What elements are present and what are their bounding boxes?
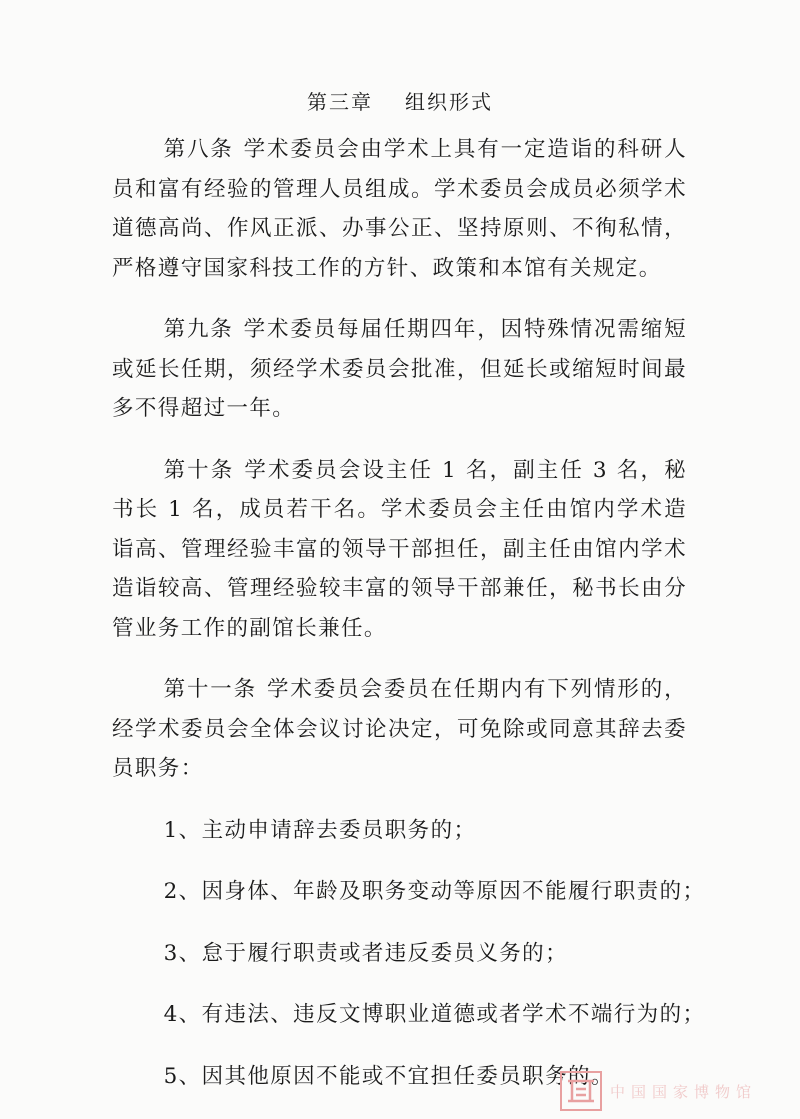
article-11-text: 学术委员会委员在任期内有下列情形的，经学术委员会全体会议讨论决定，可免除或同意其辞去委员职务： — [112, 677, 687, 781]
article-11-lead: 第十一条 — [163, 677, 258, 702]
list-item: 4、有违法、违反文博职业道德或者学术不端行为的； — [163, 1002, 706, 1027]
list-item: 2、因身体、年龄及职务变动等原因不能履行职责的； — [163, 879, 706, 904]
article-8-text: 学术委员会由学术上具有一定造诣的科研人员和富有经验的管理人员组成。学术委员会成员必须学术道德高尚、作风正派、办事公正、坚持原则、不徇私情，严格遵守国家科技工作的方针、政策和本馆有关规定。 — [112, 137, 687, 281]
list-item: 3、怠于履行职责或者违反委员义务的； — [163, 940, 568, 966]
article-10 — [112, 451, 687, 649]
article-8 — [112, 130, 687, 288]
article-8-lead: 第八条 — [163, 137, 234, 162]
museum-seal-icon — [560, 1071, 602, 1111]
document-body — [112, 130, 706, 1118]
chapter-title — [0, 86, 800, 118]
watermark — [560, 1071, 788, 1111]
chapter-name: 组织形式 — [405, 90, 493, 114]
article-9-text: 学术委员每届任期四年，因特殊情况需缩短或延长任期，须经学术委员会批准，但延长或缩短时间最多不得超过一年。 — [112, 317, 687, 421]
list-item: 5、因其他原因不能或不宜担任委员职务的。 — [163, 1063, 614, 1089]
article-9 — [112, 310, 687, 429]
chapter-number: 第三章 — [307, 90, 373, 114]
list-item: 1、主动申请辞去委员职务的； — [163, 817, 477, 843]
article-11 — [112, 670, 687, 789]
watermark-text: 中国国家博物馆 — [610, 1083, 758, 1101]
article-9-lead: 第九条 — [163, 317, 234, 342]
article-10-text: 学术委员会设主任 1 名，副主任 3 名，秘书长 1 名，成员若干名。学术委员会主任由馆内学术造诣高、管理经验丰富的领导干部担任，副主任由馆内学术造诣较高、管理经验较丰富的领导干部兼任，秘书长由分管业务工作的副馆长兼任。 — [112, 457, 688, 641]
article-10-lead: 第十条 — [163, 457, 235, 483]
